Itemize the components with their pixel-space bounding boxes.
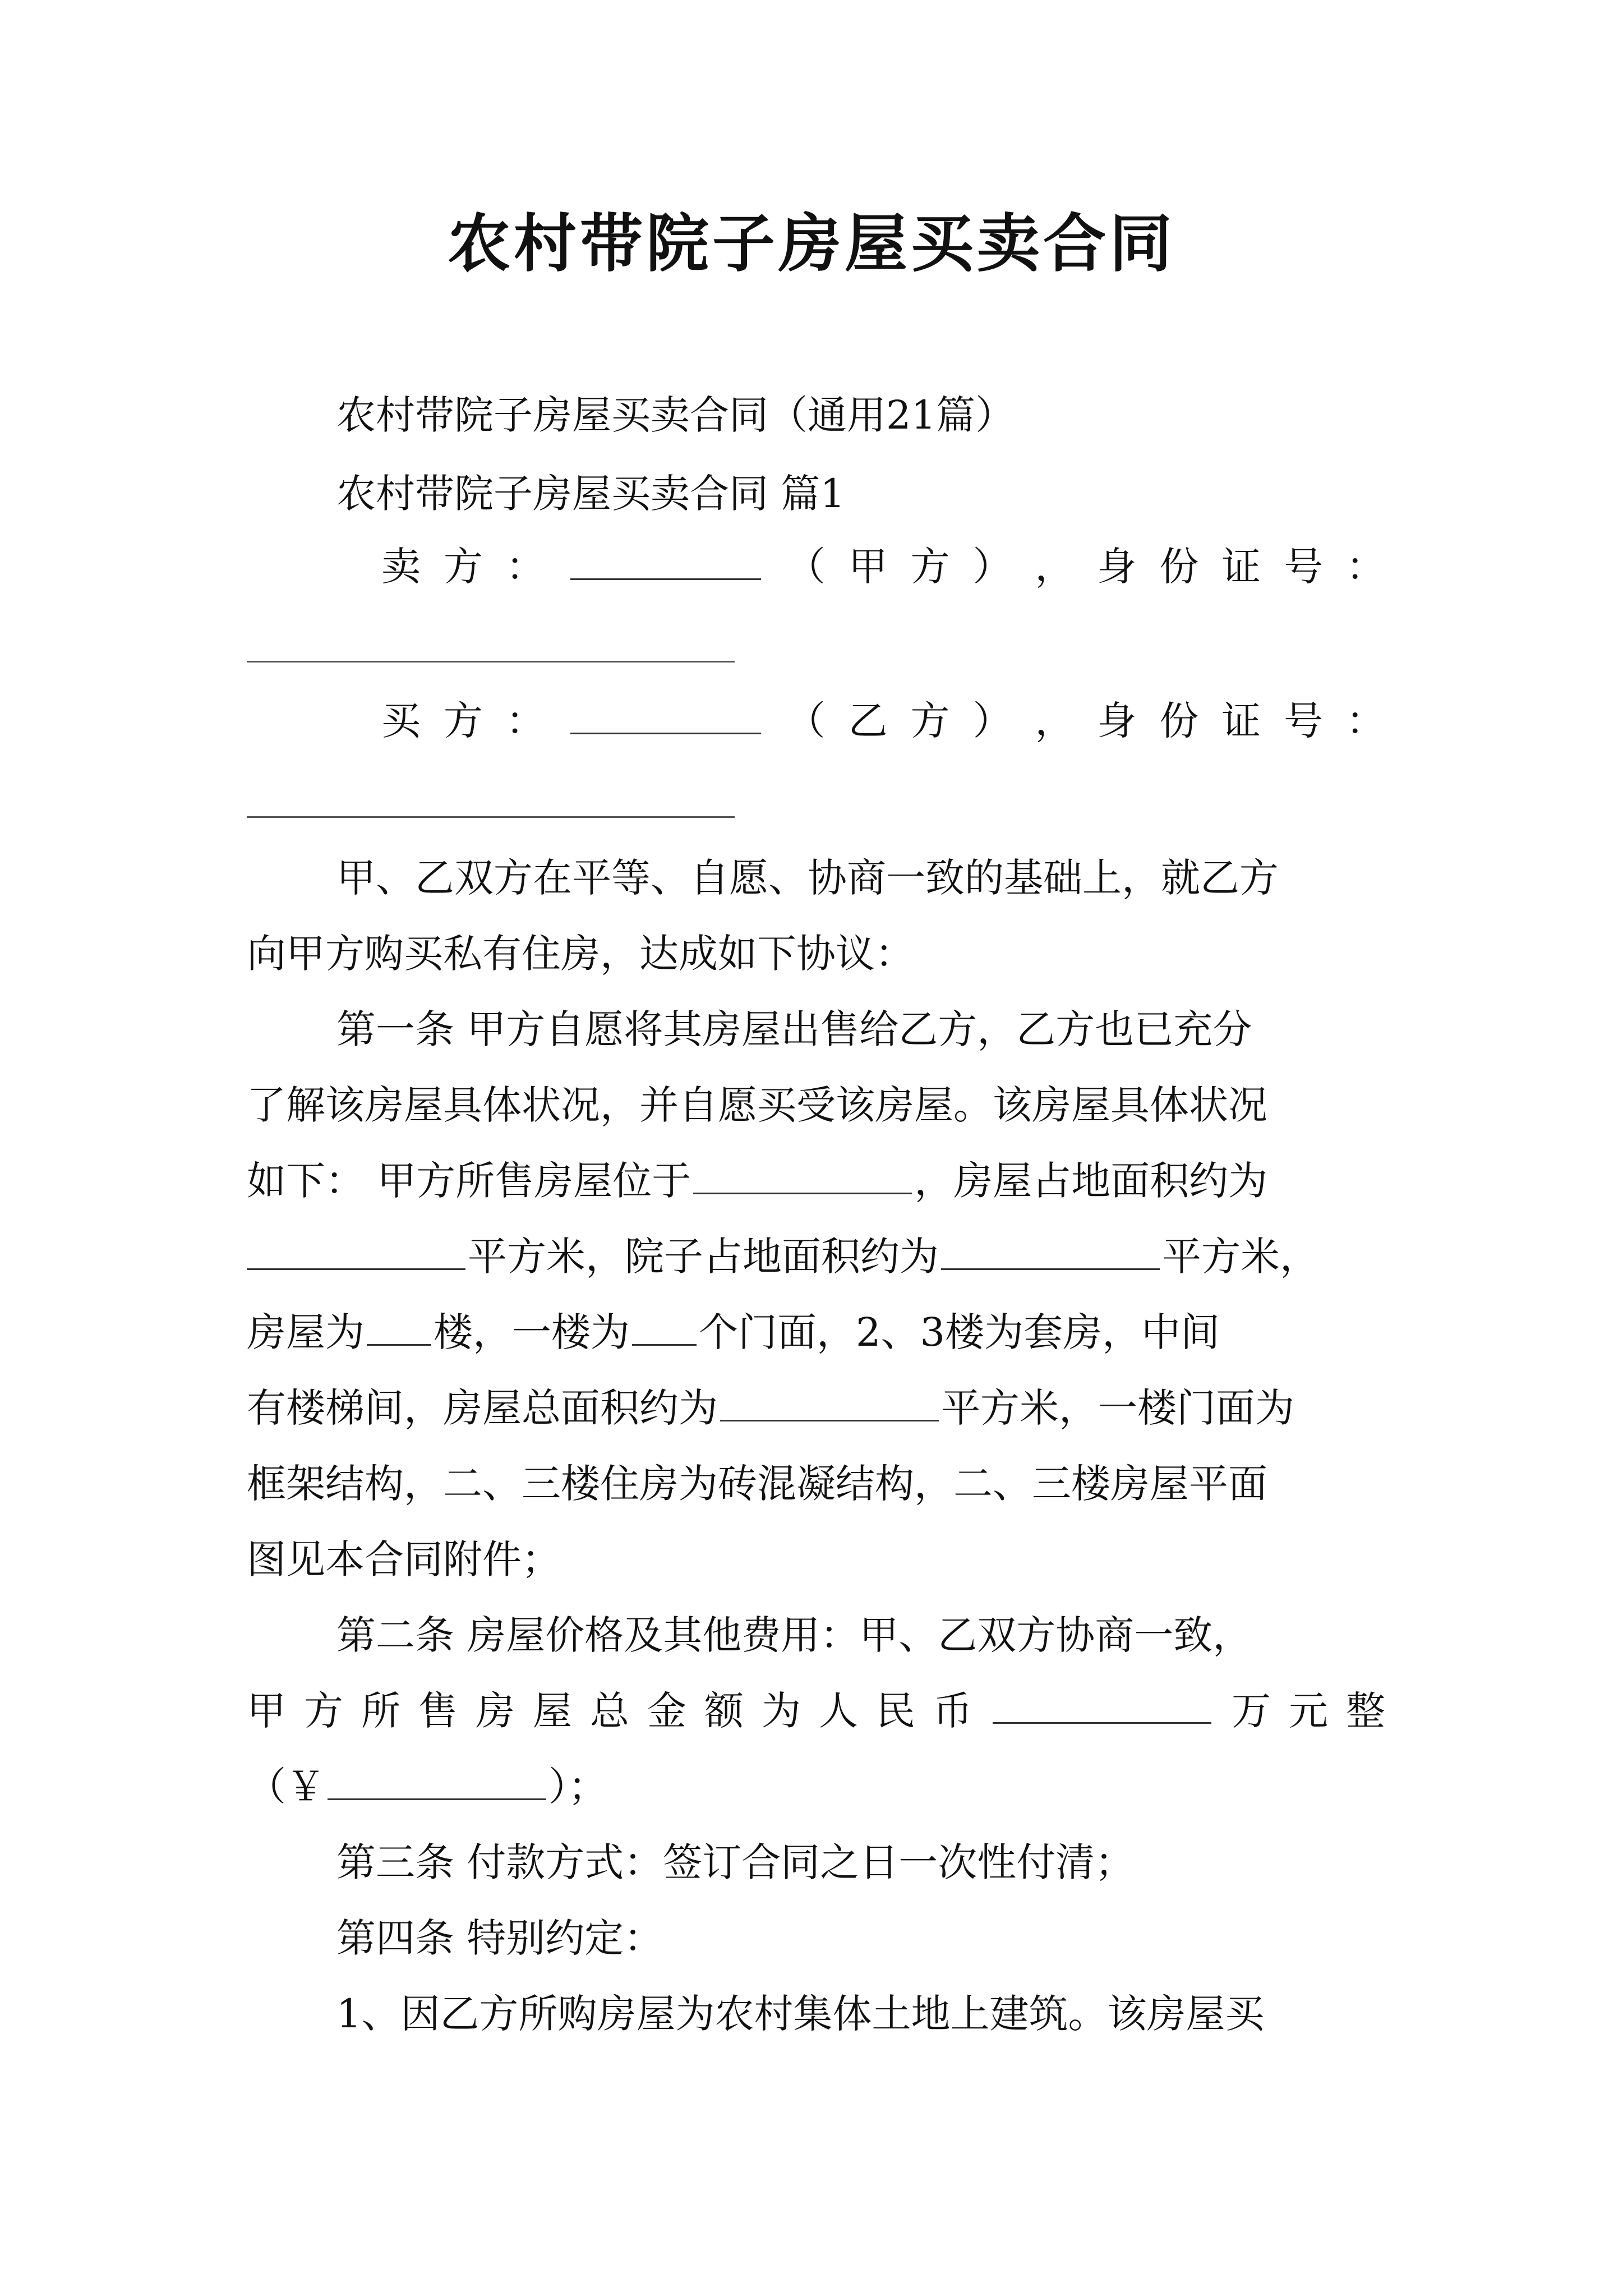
article-1-line	[247, 1153, 1385, 1209]
document-title: 农村带院子房屋买卖合同	[448, 207, 1175, 280]
article-1-text: 平方米，院子占地面积约为	[468, 1234, 939, 1280]
seller-id-char: 份	[1159, 544, 1199, 590]
article-2-char: 方	[304, 1688, 343, 1734]
buyer-label-char: 方	[443, 698, 483, 744]
price-amount-blank[interactable]	[328, 1759, 546, 1800]
article-2-char: 金	[647, 1688, 686, 1734]
seller-role-char: 甲	[848, 544, 888, 590]
seller-id-char: 号	[1284, 544, 1324, 590]
article-2-line: 第二条 房屋价格及其他费用：甲、乙双方协商一致，	[336, 1612, 1252, 1658]
article-2-char: 房	[476, 1688, 515, 1734]
article-1-line: 第一条 甲方自愿将其房屋出售给乙方，乙方也已充分	[336, 1006, 1252, 1052]
intro-line: 向甲方购买私有住房，达成如下协议：	[247, 931, 914, 977]
article-2-char: 甲	[247, 1688, 286, 1734]
buyer-label-char: 买	[381, 698, 421, 744]
storefront-count-blank[interactable]	[632, 1305, 697, 1346]
location-blank[interactable]	[693, 1153, 912, 1194]
buyer-id-blank[interactable]	[247, 816, 735, 818]
article-1-text: 楼，一楼为	[434, 1309, 630, 1355]
article-1-text: 平方米，	[1162, 1234, 1319, 1280]
seller-role-char: 方	[910, 544, 950, 590]
article-2-char: 总	[590, 1688, 629, 1734]
buyer-name-blank[interactable]	[570, 693, 761, 734]
buyer-role-char: 方	[910, 698, 950, 744]
buyer-role-char: ，	[1035, 698, 1075, 744]
seller-label-char: 卖	[381, 544, 421, 590]
seller-name-blank[interactable]	[570, 539, 761, 580]
article-2-char: 民	[876, 1688, 915, 1734]
price-words-blank[interactable]	[993, 1683, 1211, 1724]
document-subtitle: 农村带院子房屋买卖合同（通用21篇）	[336, 392, 1015, 438]
buyer-id-char: 证	[1221, 698, 1261, 744]
seller-row	[381, 539, 1385, 595]
buyer-id-char: ：	[1345, 698, 1385, 744]
article-2-char: 元	[1289, 1688, 1328, 1734]
article-2-char: 所	[361, 1688, 400, 1734]
article-2-char: 售	[418, 1688, 458, 1734]
seller-role-char: ，	[1035, 544, 1075, 590]
article-2-char: 币	[933, 1688, 972, 1734]
floors-blank[interactable]	[367, 1305, 431, 1346]
intro-line: 甲、乙双方在平等、自愿、协商一致的基础上，就乙方	[336, 855, 1279, 901]
article-2-text: ）；	[548, 1764, 607, 1810]
article-1-text: ，房屋占地面积约为	[914, 1158, 1268, 1204]
article-2-char: 为	[762, 1688, 801, 1734]
article-2-char: 整	[1346, 1688, 1385, 1734]
total-area-blank[interactable]	[720, 1381, 939, 1421]
article-1-text: 有楼梯间，房屋总面积约为	[247, 1385, 718, 1431]
section-title: 农村带院子房屋买卖合同 篇1	[336, 471, 845, 517]
seller-id-char: ：	[1345, 544, 1385, 590]
seller-id-char: 证	[1221, 544, 1261, 590]
buyer-id-char: 份	[1159, 698, 1199, 744]
article-1-line: 了解该房屋具体状况，并自愿买受该房屋。该房屋具体状况	[247, 1082, 1267, 1128]
seller-id-blank[interactable]	[247, 661, 735, 662]
article-2-line	[247, 1683, 1385, 1739]
yard-area-blank[interactable]	[941, 1229, 1160, 1270]
article-4-line: 1、因乙方所购房屋为农村集体土地上建筑。该房屋买	[336, 1991, 1265, 2037]
article-2-char: 万	[1232, 1688, 1271, 1734]
article-1-line: 图见本合同附件；	[247, 1536, 561, 1582]
article-1-text: 平方米，一楼门面为	[941, 1385, 1294, 1431]
article-2-char: 额	[704, 1688, 744, 1734]
seller-role-char: ）	[972, 544, 1012, 590]
article-2-line	[247, 1759, 1385, 1815]
article-3-line: 第三条 付款方式：签订合同之日一次性付清；	[336, 1839, 1135, 1885]
article-1-text: 如下： 甲方所售房屋位于	[247, 1158, 691, 1204]
article-1-line	[247, 1304, 1385, 1360]
seller-id-char: 身	[1097, 544, 1137, 590]
article-1-text: 个门面，2、3楼为套房，中间	[699, 1309, 1220, 1355]
buyer-row	[381, 693, 1385, 749]
buyer-label-char: ：	[505, 698, 545, 744]
buyer-id-char: 身	[1097, 698, 1137, 744]
article-1-line: 框架结构，二、三楼住房为砖混凝结构，二、三楼房屋平面	[247, 1461, 1267, 1507]
article-2-char: 人	[819, 1688, 858, 1734]
article-1-text: 房屋为	[247, 1309, 365, 1355]
land-area-blank[interactable]	[247, 1229, 465, 1270]
article-1-line	[247, 1228, 1385, 1285]
seller-label-char: ：	[505, 544, 545, 590]
seller-label-char: 方	[443, 544, 483, 590]
buyer-role-char: 乙	[848, 698, 888, 744]
buyer-id-char: 号	[1284, 698, 1324, 744]
buyer-role-char: ）	[972, 698, 1012, 744]
article-1-line	[247, 1380, 1385, 1436]
seller-role-char: （	[786, 544, 826, 590]
buyer-role-char: （	[786, 698, 826, 744]
article-4-line: 第四条 特别约定：	[336, 1915, 663, 1961]
article-2-text: （￥	[247, 1764, 325, 1810]
article-2-char: 屋	[533, 1688, 572, 1734]
